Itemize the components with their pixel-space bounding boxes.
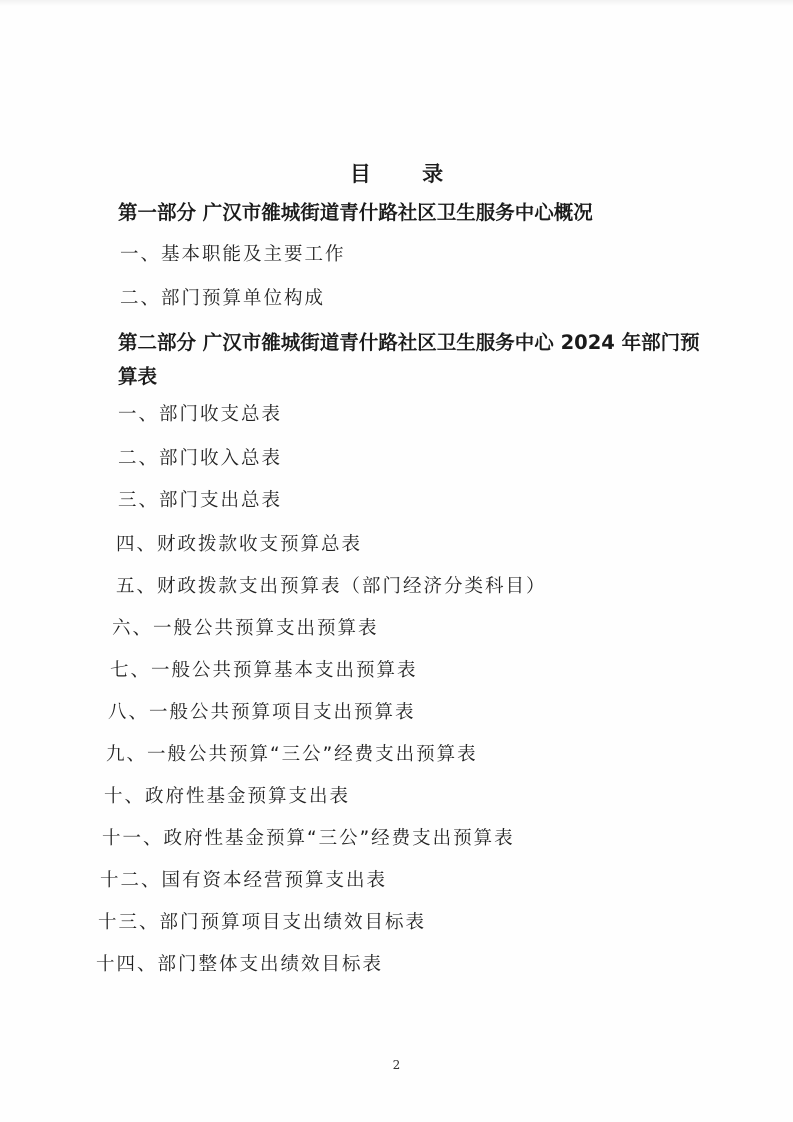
- toc-item-part1-1: 一、基本职能及主要工作: [120, 244, 346, 265]
- toc-item-part2-14: 十四、部门整体支出绩效目标表: [96, 954, 384, 975]
- toc-item-part2-5: 五、财政拨款支出预算表（部门经济分类科目）: [116, 576, 547, 597]
- toc-item-part2-4: 四、财政拨款收支预算总表: [116, 534, 363, 555]
- toc-item-part2-7: 七、一般公共预算基本支出预算表: [110, 660, 418, 681]
- page-number: 2: [392, 1058, 401, 1072]
- page-title: 目 录: [349, 162, 466, 186]
- toc-item-part2-13: 十三、部门预算项目支出绩效目标表: [98, 912, 427, 933]
- toc-item-part2-3: 三、部门支出总表: [118, 490, 283, 511]
- toc-item-part2-6: 六、一般公共预算支出预算表: [112, 618, 379, 639]
- toc-item-part1-2: 二、部门预算单位构成: [120, 288, 326, 309]
- scan-edge: [0, 0, 793, 6]
- toc-item-part2-10: 十、政府性基金预算支出表: [104, 786, 351, 807]
- toc-item-part2-11: 十一、政府性基金预算“三公”经费支出预算表: [102, 828, 515, 849]
- toc-item-part2-2: 二、部门收入总表: [118, 448, 283, 469]
- toc-item-part2-8: 八、一般公共预算项目支出预算表: [108, 702, 416, 723]
- toc-item-part2-12: 十二、国有资本经营预算支出表: [100, 870, 388, 891]
- part1-heading: 第一部分 广汉市雒城街道青什路社区卫生服务中心概况: [118, 201, 593, 224]
- part2-heading: 第二部分 广汉市雒城街道青什路社区卫生服务中心 2024 年部门预算表: [118, 331, 700, 388]
- toc-item-part2-9: 九、一般公共预算“三公”经费支出预算表: [106, 744, 478, 765]
- toc-item-part2-1: 一、部门收支总表: [118, 404, 283, 425]
